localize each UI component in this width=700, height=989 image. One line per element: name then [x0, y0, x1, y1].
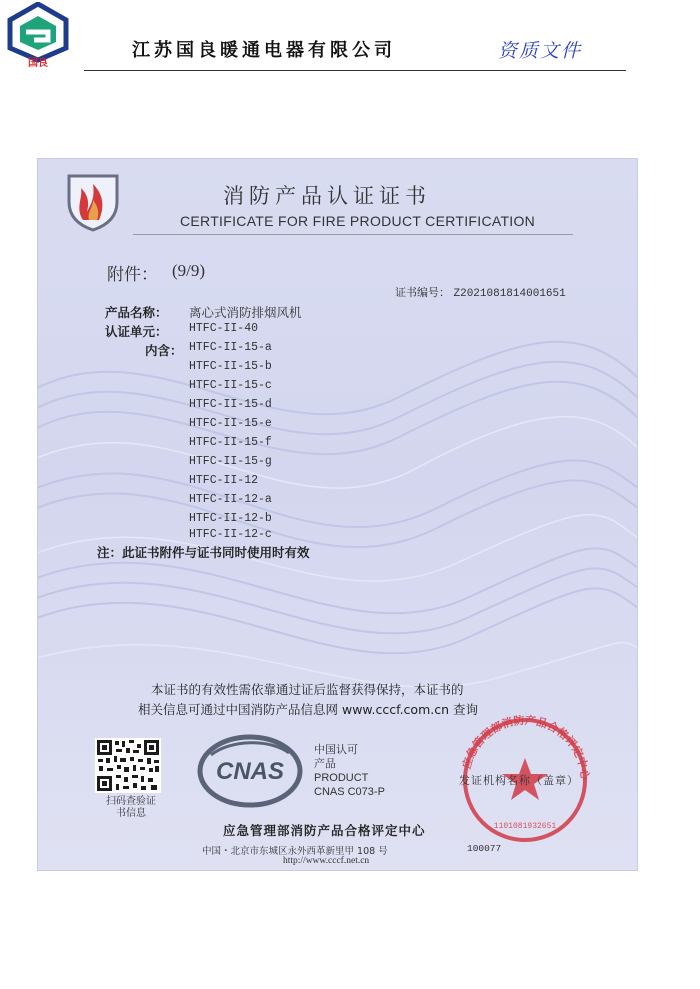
unit-value: HTFC-II-40 — [189, 322, 259, 335]
certificate-title-cn: 消防产品认证证书 — [223, 184, 431, 208]
model-item: HTFC-II-15-a — [189, 341, 272, 354]
cnas-logo — [197, 733, 303, 809]
model-item: HTFC-II-15-f — [189, 436, 272, 449]
certificate-number-label: 证书编号： — [395, 286, 450, 299]
seal-text: 应急管理部消防产品合格评定中心 — [460, 713, 592, 781]
model-item: HTFC-II-15-b — [189, 360, 272, 373]
product-name-label: 产品名称： — [105, 305, 168, 320]
validity-text-line2: 相关信息可通过中国消防产品信息网 www.cccf.com.cn 查询 — [138, 702, 478, 717]
cnas-line3: PRODUCT — [314, 772, 369, 784]
certificate-number-value: Z2021081814001651 — [453, 288, 566, 300]
verification-qr-code — [95, 738, 161, 793]
annex-label: 附件： — [107, 265, 158, 285]
certificate-title-en: CERTIFICATE FOR FIRE PRODUCT CERTIFICATION — [180, 213, 536, 229]
unit-label: 认证单元： — [105, 324, 168, 339]
issuing-center-website: http://www.cccf.net.cn — [283, 856, 370, 866]
title-divider — [133, 234, 573, 235]
model-item: HTFC-II-15-g — [189, 455, 272, 468]
model-item: HTFC-II-15-e — [189, 417, 272, 430]
model-item: HTFC-II-12-b — [189, 512, 272, 525]
fire-product-certificate — [37, 158, 638, 871]
model-item: HTFC-II-12 — [189, 474, 259, 487]
company-logo — [4, 2, 72, 68]
qr-caption: 扫码查验证书信息 — [106, 796, 156, 819]
cnas-logo-text: CNAS — [215, 758, 285, 785]
fire-emblem-icon — [65, 172, 121, 232]
model-item: HTFC-II-12-a — [189, 493, 272, 506]
document-type: 资质文件 — [498, 40, 583, 62]
contents-label: 内含： — [145, 343, 183, 358]
header-divider — [84, 70, 626, 71]
certificate-number — [395, 284, 566, 300]
issuing-center-postcode: 100077 — [467, 843, 502, 854]
company-logo-text: 国良 — [28, 58, 48, 68]
issuing-center-name: 应急管理部消防产品合格评定中心 — [223, 823, 426, 838]
issuer-label: 发证机构名称（盖章） — [459, 774, 579, 787]
validity-note: 注：此证书附件与证书同时使用时有效 — [97, 545, 310, 560]
model-item: HTFC-II-12-c — [189, 528, 272, 541]
cnas-accreditation — [314, 743, 385, 799]
company-name: 江苏国良暖通电器有限公司 — [132, 40, 396, 61]
model-item: HTFC-II-15-d — [189, 398, 272, 411]
model-item: HTFC-II-15-c — [189, 379, 272, 392]
validity-text-line1: 本证书的有效性需依靠通过证后监督获得保持，本证书的 — [151, 682, 464, 697]
cnas-line2: 产品 — [314, 758, 336, 770]
issuing-center-address: 中国・北京市东城区永外西革新里甲 108 号 — [202, 846, 388, 857]
seal-number: 1101081932651 — [493, 822, 557, 831]
annex-page: (9/9) — [172, 261, 206, 280]
cnas-line1: 中国认可 — [314, 744, 358, 756]
cnas-line4: CNAS C073-P — [314, 786, 385, 798]
product-name-value: 离心式消防排烟风机 — [189, 305, 302, 320]
